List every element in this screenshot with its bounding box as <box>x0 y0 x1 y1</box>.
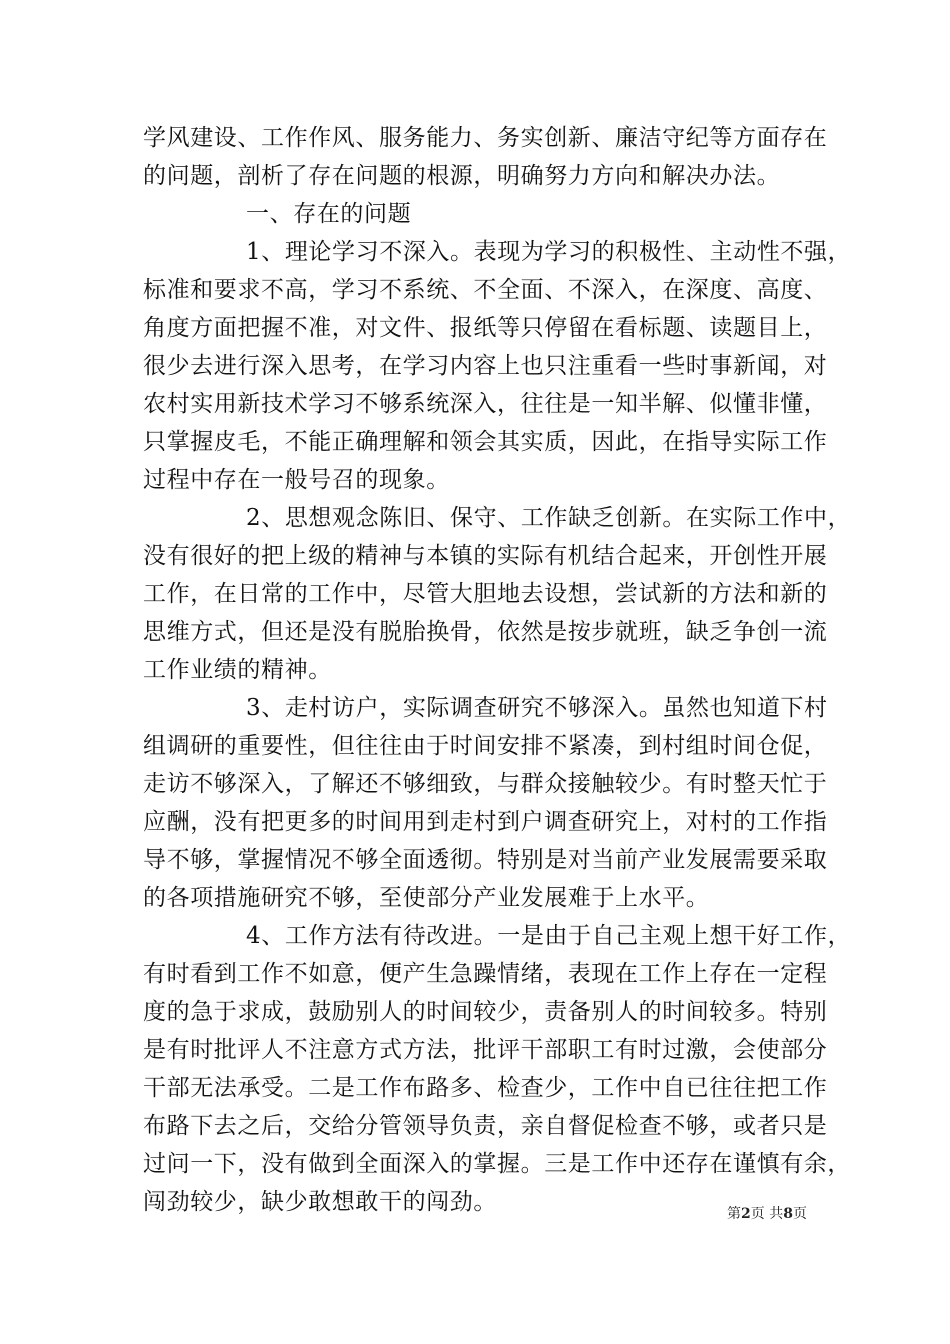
paragraph-line: 有时看到工作不如意，便产生急躁情绪，表现在工作上存在一定程 <box>143 961 828 987</box>
paragraph-line: 很少去进行深入思考，在学习内容上也只注重看一些时事新闻，对 <box>143 353 828 379</box>
paragraph-line: 标准和要求不高，学习不系统、不全面、不深入，在深度、高度、 <box>143 277 828 303</box>
paragraph-line: 布路下去之后，交给分管领导负责，亲自督促检查不够，或者只是 <box>143 1113 828 1139</box>
paragraph-line: 工作，在日常的工作中，尽管大胆地去设想，尝试新的方法和新的 <box>143 581 828 607</box>
footer-prefix: 第 <box>727 1206 742 1222</box>
paragraph-line: 2、思想观念陈旧、保守、工作缺乏创新。在实际工作中， <box>246 505 852 531</box>
total-page-number: 8 <box>783 1206 793 1222</box>
paragraph-line: 走访不够深入，了解还不够细致，与群众接触较少。有时整天忙于 <box>143 771 828 797</box>
paragraph-line: 过程中存在一般号召的现象。 <box>143 467 450 493</box>
paragraph-line: 4、工作方法有待改进。一是由于自己主观上想干好工作， <box>246 923 852 949</box>
paragraph-line: 只掌握皮毛，不能正确理解和领会其实质，因此，在指导实际工作 <box>143 429 828 455</box>
paragraph-line: 导不够，掌握情况不够全面透彻。特别是对当前产业发展需要采取 <box>143 847 828 873</box>
paragraph-line: 过问一下，没有做到全面深入的掌握。三是工作中还存在谨慎有余， <box>143 1151 851 1177</box>
paragraph-line: 学风建设、工作作风、服务能力、务实创新、廉洁守纪等方面存在 <box>143 125 828 151</box>
paragraph-line: 农村实用新技术学习不够系统深入，往往是一知半解、似懂非懂， <box>143 391 828 417</box>
paragraph-line: 角度方面把握不准，对文件、报纸等只停留在看标题、读题目上， <box>143 315 828 341</box>
paragraph-line: 思维方式，但还是没有脱胎换骨，依然是按步就班，缺乏争创一流 <box>143 619 828 645</box>
paragraph-line: 3、走村访户，实际调查研究不够深入。虽然也知道下村 <box>246 695 828 721</box>
footer-middle: 页 共 <box>750 1206 784 1222</box>
footer-suffix: 页 <box>793 1206 807 1222</box>
current-page-number: 2 <box>741 1206 751 1222</box>
paragraph-line: 1、理论学习不深入。表现为学习的积极性、主动性不强， <box>246 239 852 265</box>
section-heading: 一、存在的问题 <box>246 201 412 227</box>
paragraph-line: 的问题，剖析了存在问题的根源，明确努力方向和解决办法。 <box>143 163 781 189</box>
page-number-footer <box>727 1205 807 1223</box>
paragraph-line: 组调研的重要性，但往往由于时间安排不紧凑，到村组时间仓促， <box>143 733 828 759</box>
paragraph-line: 工作业绩的精神。 <box>143 657 332 683</box>
paragraph-line: 闯劲较少，缺少敢想敢干的闯劲。 <box>143 1189 497 1215</box>
paragraph-line: 是有时批评人不注意方式方法，批评干部职工有时过激，会使部分 <box>143 1037 828 1063</box>
paragraph-line: 的各项措施研究不够，至使部分产业发展难于上水平。 <box>143 885 710 911</box>
paragraph-line: 度的急于求成，鼓励别人的时间较少，责备别人的时间较多。特别 <box>143 999 828 1025</box>
paragraph-line: 应酬，没有把更多的时间用到走村到户调查研究上，对村的工作指 <box>143 809 828 835</box>
paragraph-line: 没有很好的把上级的精神与本镇的实际有机结合起来，开创性开展 <box>143 543 828 569</box>
paragraph-line: 干部无法承受。二是工作布路多、检查少，工作中自已往往把工作 <box>143 1075 828 1101</box>
